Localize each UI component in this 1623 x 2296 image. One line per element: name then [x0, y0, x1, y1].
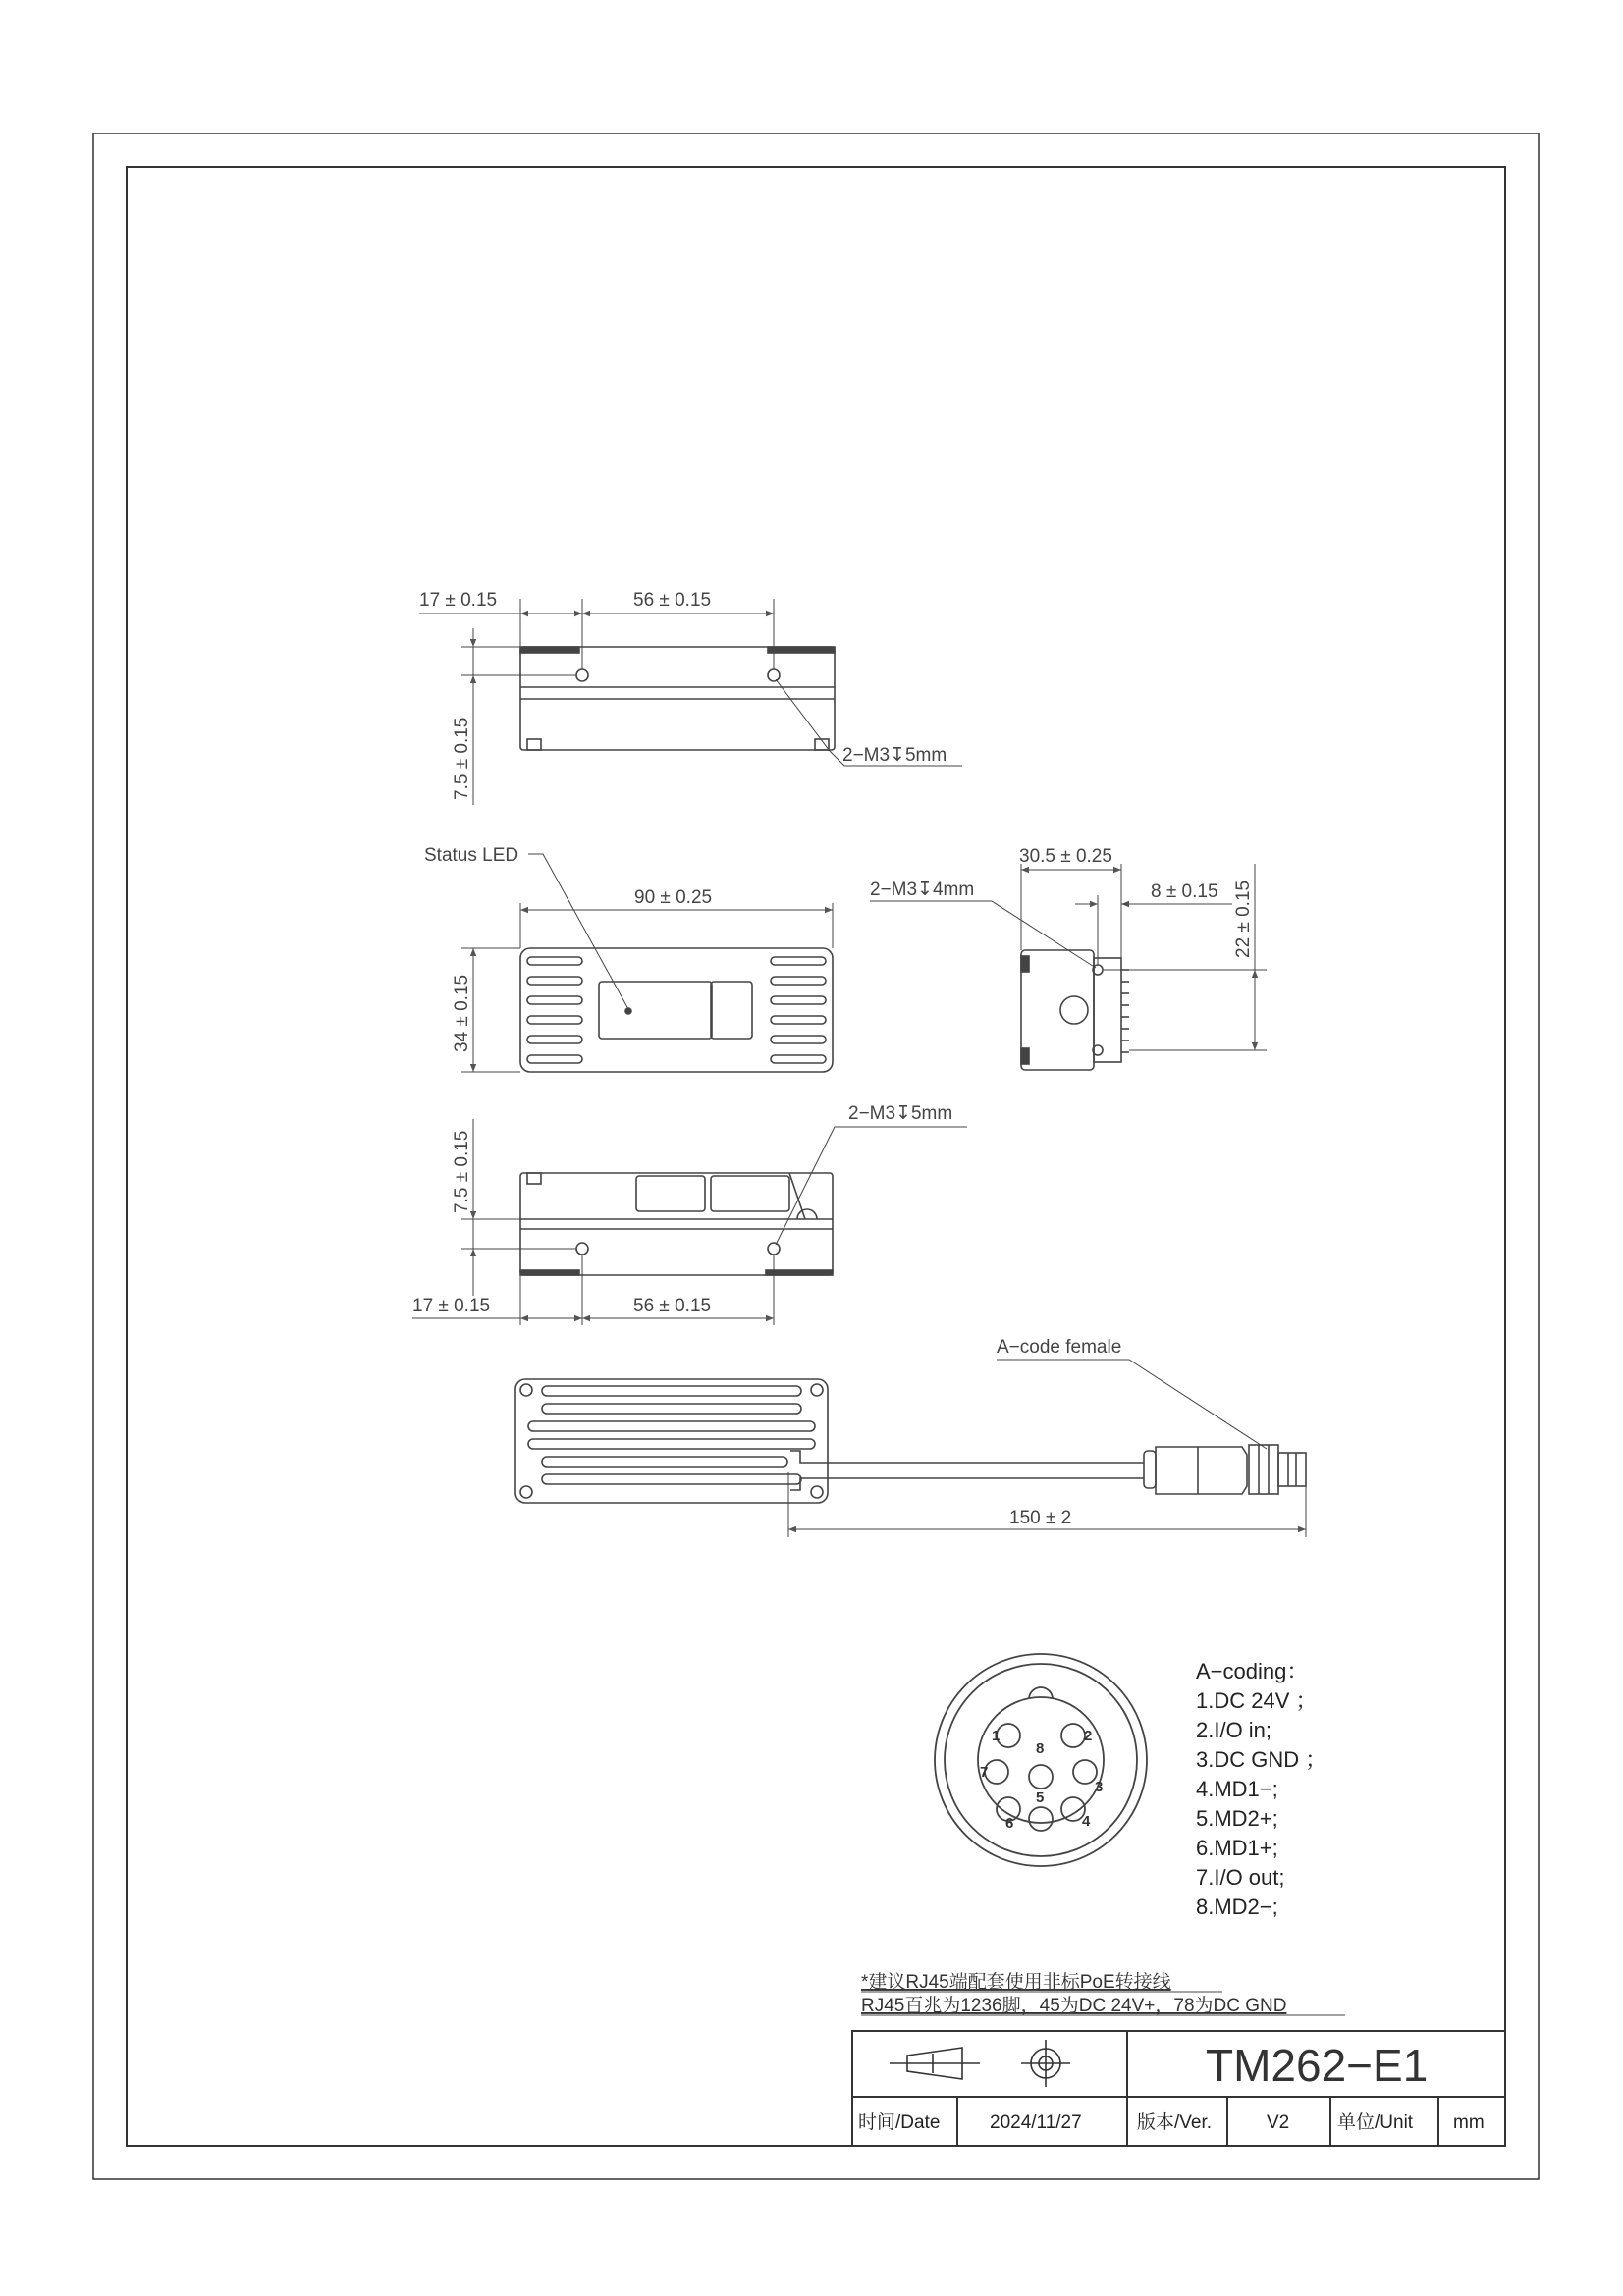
pin-1 [997, 1724, 1020, 1747]
pin-label-2: 2 [1084, 1728, 1093, 1744]
pin-2 [1061, 1724, 1085, 1747]
date-label: 时间/Date [858, 2112, 941, 2133]
connector-face [935, 1654, 1147, 1866]
pin-label-7: 7 [980, 1764, 989, 1781]
pin-label-6: 6 [1005, 1815, 1014, 1832]
pinout-item-8: 8.MD2−; [1196, 1895, 1278, 1919]
pin-label-4: 4 [1082, 1813, 1091, 1830]
bottom-hole-right [768, 1243, 780, 1255]
top-dim-left: 17 ± 0.15 [419, 590, 498, 611]
pinout-item-7: 7.I/O out; [1196, 1865, 1285, 1890]
bottom-hole-callout: 2−M3↧5mm [848, 1103, 953, 1124]
pinout-item-3: 3.DC GND ； [1196, 1747, 1327, 1772]
status-led-label: Status LED [424, 845, 519, 866]
version-label: 版本/Ver. [1137, 2112, 1213, 2133]
pin-label-3: 3 [1095, 1779, 1104, 1795]
pin-label-5: 5 [1036, 1789, 1045, 1806]
side-hole-callout: 2−M3↧4mm [870, 880, 975, 900]
cable-boot [1144, 1451, 1156, 1488]
date-value: 2024/11/27 [990, 2112, 1082, 2133]
front-window [599, 982, 712, 1039]
note-line-1: *建议RJ45端配套使用非标PoE转接线 [861, 1972, 1171, 1993]
bottom-view [412, 1119, 967, 1325]
version-value: V2 [1267, 2112, 1290, 2133]
pinout-item-1: 1.DC 24V ； [1196, 1688, 1318, 1713]
bottom-window-left [636, 1176, 705, 1211]
pin-5 [1029, 1807, 1053, 1831]
pinout-title: A−coding： [1196, 1659, 1309, 1683]
side-view-body [1021, 950, 1094, 1070]
top-hole-right [768, 669, 780, 681]
unit-value: mm [1453, 2112, 1485, 2133]
connector-label: A−code female [997, 1337, 1122, 1358]
cable-dim-length: 150 ± 2 [1009, 1508, 1072, 1528]
top-hole-left [576, 669, 588, 681]
side-dim-width: 30.5 ± 0.25 [1019, 846, 1112, 867]
side-dim-offset: 8 ± 0.15 [1151, 881, 1218, 902]
pin-3 [1073, 1760, 1097, 1784]
bottom-dim-vertical: 7.5 ± 0.15 [452, 1130, 472, 1213]
unit-label: 单位/Unit [1337, 2112, 1414, 2133]
cable-view [515, 1360, 1306, 1537]
bottom-dim-left: 17 ± 0.15 [412, 1296, 491, 1316]
bottom-dim-spacing: 56 ± 0.15 [633, 1296, 712, 1316]
inner-frame [127, 167, 1505, 2146]
front-dim-height: 34 ± 0.15 [452, 974, 472, 1052]
third-angle-projection-icon [890, 2040, 1070, 2087]
top-dim-vertical: 7.5 ± 0.15 [452, 717, 472, 800]
bottom-hole-left [576, 1243, 588, 1255]
front-dim-width: 90 ± 0.25 [634, 887, 713, 908]
top-view [419, 599, 962, 805]
pinout-item-4: 4.MD1−; [1196, 1777, 1278, 1801]
outer-frame [93, 133, 1539, 2179]
front-view-body [520, 948, 833, 1072]
pin-label-8: 8 [1036, 1740, 1045, 1757]
pin-8 [1029, 1765, 1053, 1789]
bottom-window-right [711, 1176, 789, 1211]
top-dim-spacing: 56 ± 0.15 [633, 590, 712, 611]
side-port [1060, 996, 1088, 1024]
side-dim-height: 22 ± 0.15 [1233, 880, 1254, 958]
pin-7 [985, 1760, 1008, 1784]
model-title: TM262−E1 [1206, 2040, 1429, 2091]
pinout-item-5: 5.MD2+; [1196, 1806, 1278, 1831]
pinout-item-6: 6.MD1+; [1196, 1836, 1278, 1860]
note-line-2: RJ45百兆为1236脚，45为DC 24V+，78为DC GND [861, 1996, 1287, 2016]
pin-label-1: 1 [992, 1728, 1001, 1744]
cable-connector-head [1249, 1445, 1278, 1494]
pinout-item-2: 2.I/O in; [1196, 1718, 1272, 1742]
top-hole-callout: 2−M3↧5mm [842, 745, 947, 766]
